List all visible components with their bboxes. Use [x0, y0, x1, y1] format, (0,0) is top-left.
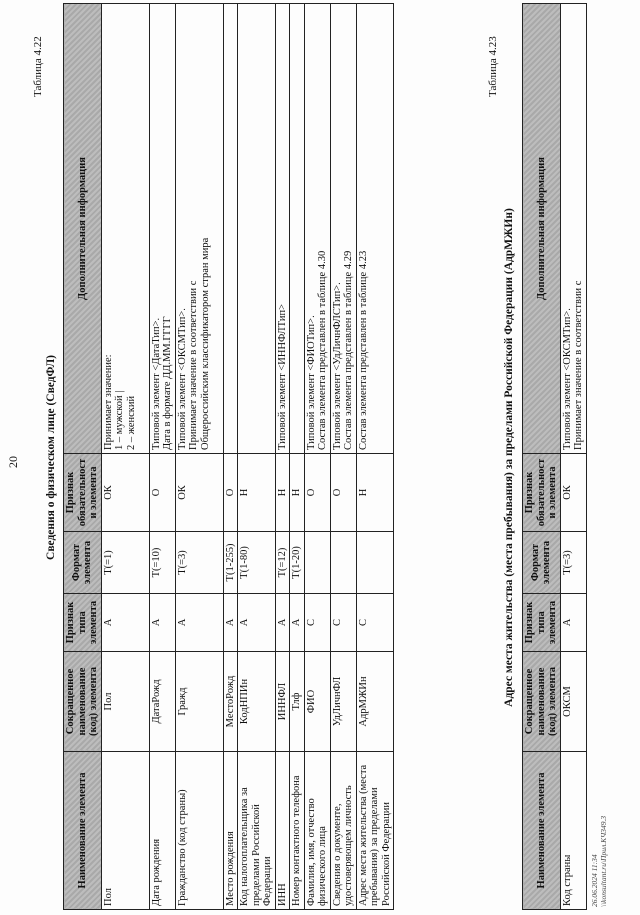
element-name: Фамилия, имя, отчество физического лица: [304, 752, 330, 910]
element-name: Номер контактного телефона: [290, 752, 305, 910]
element-name: Гражданство (код страны): [175, 752, 223, 910]
element-format: [304, 532, 330, 594]
element-info: [101, 4, 149, 454]
element-type: С: [356, 594, 394, 652]
info-line: Типовой элемент <ДатаТип>.: [150, 317, 162, 450]
table-title: Адрес места жительства (места пребывания) за пределами Российской Федерации (АдрМЖИн): [503, 208, 515, 707]
table-row: [238, 4, 276, 910]
element-code: УдЛичнФЛ: [330, 652, 356, 752]
element-info: [330, 4, 356, 454]
element-type: С: [304, 594, 330, 652]
table-title: Сведения о физическом лице (СведФЛ): [45, 355, 57, 560]
table-label: Таблица 4.23: [487, 36, 499, 97]
element-required: Н: [290, 454, 305, 532]
element-name: Код страны: [560, 752, 586, 910]
info-line: Типовой элемент <ОКСМТип>.: [561, 308, 573, 450]
element-code: АдрМЖИн: [356, 652, 394, 752]
element-format: Т(1-80): [238, 532, 276, 594]
element-info: [149, 4, 175, 454]
info-line: Типовой элемент <УдЛичнФЛСТип>.: [331, 282, 343, 450]
info-line: Состав элемента представлен в таблице 4.23: [357, 250, 369, 450]
print-stamp: [590, 816, 608, 907]
foreign-address-table: [522, 3, 587, 910]
element-code: Тлф: [290, 652, 305, 752]
stamp-path: \\konsultant.ru\Прил.КЧ349.3: [599, 815, 608, 907]
page-number: 20: [6, 456, 20, 468]
element-format: Т(=3): [560, 532, 586, 594]
element-type: А: [290, 594, 305, 652]
info-line: 2 – женский: [125, 395, 137, 450]
element-required: Н: [356, 454, 394, 532]
element-code: ДатаРожд: [149, 652, 175, 752]
element-format: [356, 532, 394, 594]
element-type: А: [560, 594, 586, 652]
element-format: Т(1-255): [223, 532, 238, 594]
element-code: ОКСМ: [560, 652, 586, 752]
element-type: А: [149, 594, 175, 652]
table-row: [175, 4, 223, 910]
info-line: Дата в формате ДД.ММ.ГГГГ: [162, 316, 173, 450]
table-label: Таблица 4.22: [32, 36, 44, 97]
element-required: О: [330, 454, 356, 532]
table-header-row: [64, 4, 102, 910]
table-row: [560, 4, 586, 910]
table-row: [101, 4, 149, 910]
element-code: Пол: [101, 652, 149, 752]
table-row: [304, 4, 330, 910]
header-cell: Сокращенное наименование (код) элемента: [64, 652, 102, 752]
element-info: [304, 4, 330, 454]
element-info: [275, 4, 290, 454]
element-required: Н: [275, 454, 290, 532]
element-required: ОК: [101, 454, 149, 532]
element-type: А: [101, 594, 149, 652]
element-code: МестоРожд: [223, 652, 238, 752]
table-row: [290, 4, 305, 910]
element-name: Дата рождения: [149, 752, 175, 910]
header-cell: Признак обязательности элемента: [64, 454, 102, 532]
person-info-table: [63, 3, 394, 910]
element-format: Т(=3): [175, 532, 223, 594]
element-name: Пол: [101, 752, 149, 910]
element-info: [238, 4, 276, 454]
element-name: Код налогоплательщика за пределами Российской Федерации: [238, 752, 276, 910]
table-row: [356, 4, 394, 910]
element-code: КодНПИн: [238, 652, 276, 752]
element-code: ИННФЛ: [275, 652, 290, 752]
info-line: 1 – мужской |: [114, 390, 125, 450]
element-required: ОК: [175, 454, 223, 532]
header-cell: Наименование элемента: [64, 752, 102, 910]
element-required: ОК: [560, 454, 586, 532]
info-line: Общероссийским классификатором стран мира: [199, 237, 211, 450]
table-row: [223, 4, 238, 910]
info-line: Состав элемента представлен в таблице 4.30: [317, 250, 328, 450]
info-line: Принимает значение в соответствии с: [573, 280, 584, 450]
element-format: Т(=1): [101, 532, 149, 594]
info-line: Типовой элемент <ИННФЛТип>: [276, 304, 288, 450]
info-line: Состав элемента представлен в таблице 4.29: [343, 250, 354, 450]
header-cell: Дополнительная информация: [523, 4, 561, 454]
element-info: [175, 4, 223, 454]
header-cell: Сокращенное наименование (код) элемента: [523, 652, 561, 752]
header-cell: Признак типа элемента: [523, 594, 561, 652]
header-cell: Формат элемента: [523, 532, 561, 594]
element-name: Место рождения: [223, 752, 238, 910]
table-row: [330, 4, 356, 910]
stamp-date: 26.06.2024 11:34: [590, 854, 599, 907]
header-cell: Формат элемента: [64, 532, 102, 594]
element-code: ФИО: [304, 652, 330, 752]
info-line: Принимает значение:: [102, 354, 114, 450]
element-type: С: [330, 594, 356, 652]
element-required: О: [304, 454, 330, 532]
header-cell: Признак типа элемента: [64, 594, 102, 652]
element-info: [356, 4, 394, 454]
header-cell: Дополнительная информация: [64, 4, 102, 454]
element-format: Т(=10): [149, 532, 175, 594]
info-line: Принимает значение в соответствии с: [188, 280, 199, 450]
element-format: [330, 532, 356, 594]
element-format: Т(=12): [275, 532, 290, 594]
info-line: Типовой элемент <ОКСМТип>.: [176, 308, 188, 450]
table-header-row: [523, 4, 561, 910]
table-row: [149, 4, 175, 910]
element-required: О: [149, 454, 175, 532]
element-code: Гражд: [175, 652, 223, 752]
element-info: [560, 4, 586, 454]
element-type: А: [223, 594, 238, 652]
element-required: О: [223, 454, 238, 532]
element-name: Адрес места жительства (места пребывания) за пределами Российской Федерации: [356, 752, 394, 910]
element-name: Сведения о документе, удостоверяющем личность: [330, 752, 356, 910]
element-required: Н: [238, 454, 276, 532]
header-cell: Признак обязательности элемента: [523, 454, 561, 532]
element-info: [290, 4, 305, 454]
element-format: Т(1-20): [290, 532, 305, 594]
info-line: Типовой элемент <ФИОТип>.: [305, 315, 317, 450]
element-type: А: [275, 594, 290, 652]
element-type: А: [238, 594, 276, 652]
table-row: [275, 4, 290, 910]
element-name: ИНН: [275, 752, 290, 910]
header-cell: Наименование элемента: [523, 752, 561, 910]
element-info: [223, 4, 238, 454]
element-type: А: [175, 594, 223, 652]
